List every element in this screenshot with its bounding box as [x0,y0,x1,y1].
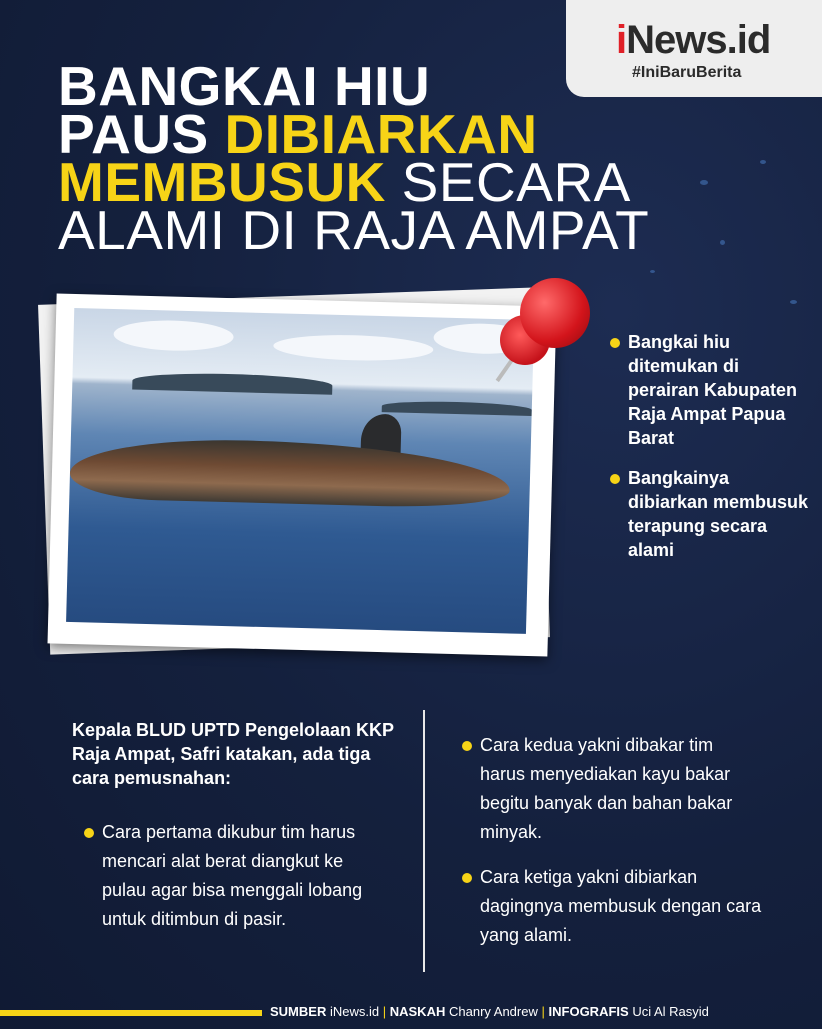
methods-left [84,818,384,950]
credits: SUMBER iNews.id | NASKAH Chanry Andrew | INFOGRAFIS Uci Al Rasyid [270,1004,709,1019]
photo-frame [48,294,557,657]
bullet-icon [462,873,472,883]
footer-accent-bar [0,1010,262,1016]
fact-item: Bangkainya dibiarkan membusuk terapung secara alami [610,466,810,562]
bullet-icon [610,338,620,348]
bullet-icon [462,741,472,751]
inews-logo: iNews.id [616,18,771,62]
intro-text: Kepala BLUD UPTD Pengelolaan KKP Raja Ampat, Safri katakan, ada tiga cara pemusnahan: [72,720,394,788]
bullet-icon [84,828,94,838]
fact-item: Bangkai hiu ditemukan di perairan Kabupaten Raja Ampat Papua Barat [610,330,810,450]
method-item: Cara ketiga yakni dibiarkan dagingnya membusuk dengan cara yang alami. [462,863,762,950]
headline: BANGKAI HIU PAUS DIBIARKAN MEMBUSUK SECARA ALAMI DI RAJA AMPAT [58,55,650,261]
column-divider [423,710,425,972]
method-item: Cara pertama dikubur tim harus mencari alat berat diangkut ke pulau agar bisa menggali lobang untuk ditimbun di pasir. [84,818,384,934]
methods-right [462,731,762,966]
pushpin-head [520,278,590,348]
whale-shark-carcass-photo [66,308,534,634]
facts-list [610,330,810,578]
bullet-icon [610,474,620,484]
tagline: #IniBaruBerita [632,64,742,81]
method-item: Cara kedua yakni dibakar tim harus menyediakan kayu bakar begitu banyak dan bahan bakar minyak. [462,731,762,847]
carcass [69,436,510,509]
